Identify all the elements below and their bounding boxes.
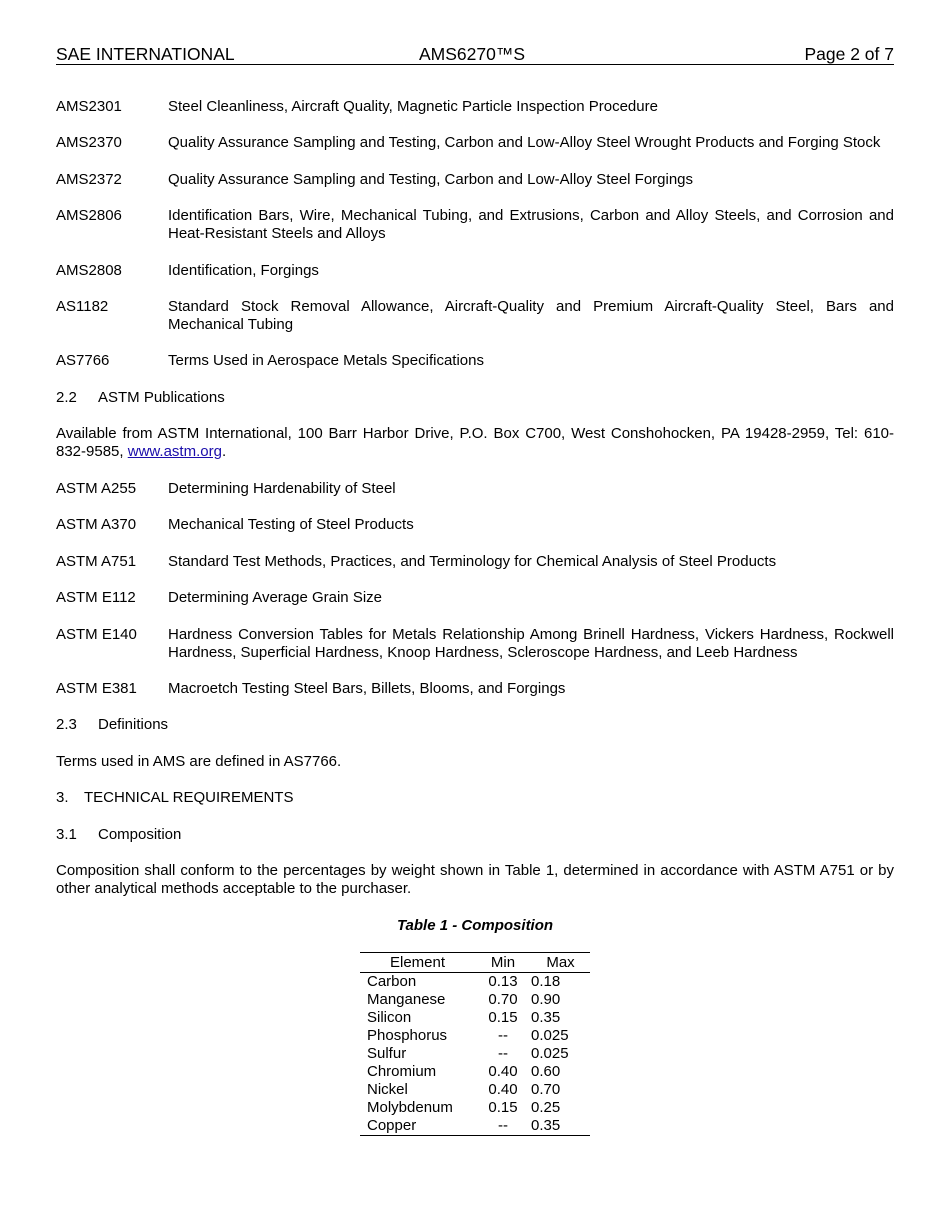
composition-table	[360, 952, 590, 1136]
cell-min: 0.15	[488, 1009, 518, 1026]
table-row	[360, 1045, 590, 1063]
cell-max: 0.70	[531, 1081, 561, 1098]
cell-element: Chromium	[367, 1063, 437, 1080]
reference-code: ASTM A751	[56, 553, 137, 570]
cell-element: Nickel	[367, 1081, 408, 1098]
reference-entry	[56, 171, 894, 189]
cell-element: Silicon	[367, 1009, 412, 1026]
reference-code: ASTM E140	[56, 626, 137, 643]
cell-max: 0.18	[531, 973, 561, 990]
cell-min: 0.13	[488, 973, 518, 990]
reference-title: Quality Assurance Sampling and Testing, Carbon and Low-Alloy Steel Forgings	[168, 171, 694, 188]
table-row	[360, 1117, 590, 1136]
reference-entry	[56, 480, 894, 498]
reference-title: Quality Assurance Sampling and Testing, Carbon and Low-Alloy Steel Wrought Products and Forging Stock	[168, 134, 881, 151]
reference-entry	[56, 98, 894, 116]
table-row	[360, 991, 590, 1009]
cell-element: Carbon	[367, 973, 417, 990]
reference-code: AMS2806	[56, 207, 122, 224]
column-header-max: Max	[546, 954, 575, 971]
reference-title: Standard Stock Removal Allowance, Aircraft-Quality and Premium Aircraft-Quality Steel, Bars and Mechanical Tubing	[168, 298, 894, 333]
section-title: TECHNICAL REQUIREMENTS	[84, 789, 294, 806]
cell-element: Copper	[367, 1117, 417, 1134]
table-title: Table 1 - Composition	[396, 917, 554, 934]
column-header-element: Element	[389, 954, 446, 971]
reference-code: ASTM A370	[56, 516, 137, 533]
reference-title: Macroetch Testing Steel Bars, Billets, Blooms, and Forgings	[168, 680, 566, 697]
cell-min: 0.15	[488, 1099, 518, 1116]
section-title: Composition	[98, 826, 182, 843]
reference-title: Determining Hardenability of Steel	[168, 480, 396, 497]
table-row	[360, 1027, 590, 1045]
table-row	[360, 1009, 590, 1027]
cell-max: 0.35	[531, 1117, 561, 1134]
section-heading-3	[56, 789, 293, 807]
composition-paragraph: Composition shall conform to the percentages by weight shown in Table 1, determined in accordance with ASTM A751 or by other analytical methods acceptable to the purchaser.	[56, 862, 894, 897]
reference-code: ASTM A255	[56, 480, 137, 497]
section-number: 2.3	[56, 716, 77, 733]
cell-min: 0.40	[488, 1081, 518, 1098]
reference-entry	[56, 516, 894, 534]
cell-min: 0.40	[488, 1063, 518, 1080]
reference-title: Mechanical Testing of Steel Products	[168, 516, 414, 533]
reference-code: AS1182	[56, 298, 109, 315]
reference-entry	[56, 553, 894, 571]
table-row	[360, 1099, 590, 1117]
section-heading-3-1	[56, 826, 181, 844]
table-header-row	[360, 953, 590, 973]
reference-entry	[56, 262, 894, 280]
section-number: 3.	[56, 789, 69, 806]
table-row	[360, 1063, 590, 1081]
reference-title: Determining Average Grain Size	[168, 589, 382, 606]
definitions-paragraph: Terms used in AMS are defined in AS7766.	[56, 753, 342, 770]
cell-min: --	[498, 1027, 508, 1044]
reference-code: ASTM E381	[56, 680, 137, 697]
reference-entry	[56, 352, 894, 370]
reference-title: Identification Bars, Wire, Mechanical Tubing, and Extrusions, Carbon and Alloy Steels, and Corrosion and Heat-Resistant Steels and Alloys	[168, 207, 894, 242]
cell-max: 0.25	[531, 1099, 561, 1116]
cell-element: Molybdenum	[367, 1099, 453, 1116]
section-title: Definitions	[98, 716, 169, 733]
section-heading-2-3	[56, 716, 168, 734]
cell-max: 0.60	[531, 1063, 561, 1080]
table-row	[360, 973, 590, 992]
cell-max: 0.90	[531, 991, 561, 1008]
availability-text-end: .	[221, 443, 227, 460]
astm-website-link[interactable]: www.astm.org	[127, 443, 222, 460]
cell-min: --	[498, 1117, 508, 1134]
cell-element: Phosphorus	[367, 1027, 448, 1044]
cell-max: 0.35	[531, 1009, 561, 1026]
header-org: SAE INTERNATIONAL	[56, 44, 235, 64]
reference-entry	[56, 134, 894, 152]
cell-element: Sulfur	[367, 1045, 407, 1062]
reference-entry	[56, 626, 894, 662]
reference-code: AMS2301	[56, 98, 122, 115]
section-number: 3.1	[56, 826, 77, 843]
section-heading-2-2	[56, 389, 225, 407]
reference-title: Hardness Conversion Tables for Metals Relationship Among Brinell Hardness, Vickers Hardness, Rockwell Hardness, Superficial Hardness, Knoop Hardness, Scleroscope Hardness, and Leeb Hardness	[168, 626, 894, 661]
cell-element: Manganese	[367, 991, 446, 1008]
reference-entry	[56, 298, 894, 334]
availability-text: Available from ASTM International, 100 Barr Harbor Drive, P.O. Box C700, West Conshohocken, PA 19428-2959, Tel: 610-832-9585,	[56, 425, 894, 460]
reference-title: Steel Cleanliness, Aircraft Quality, Magnetic Particle Inspection Procedure	[168, 98, 658, 115]
reference-title: Terms Used in Aerospace Metals Specifications	[168, 352, 484, 369]
reference-entry	[56, 207, 894, 243]
cell-min: 0.70	[488, 991, 518, 1008]
reference-code: AS7766	[56, 352, 110, 369]
reference-code: AMS2370	[56, 134, 122, 151]
reference-title: Identification, Forgings	[168, 262, 319, 279]
column-header-min: Min	[490, 954, 516, 971]
availability-paragraph	[56, 425, 894, 461]
header-page-number: Page 2 of 7	[804, 44, 894, 64]
reference-code: AMS2808	[56, 262, 122, 279]
reference-title: Standard Test Methods, Practices, and Terminology for Chemical Analysis of Steel Products	[168, 553, 777, 570]
table-row	[360, 1081, 590, 1099]
cell-min: --	[498, 1045, 508, 1062]
reference-entry	[56, 680, 894, 698]
reference-code: ASTM E112	[56, 589, 136, 606]
header-doc-number: AMS6270™S	[419, 44, 526, 64]
cell-max: 0.025	[531, 1045, 569, 1062]
cell-max: 0.025	[531, 1027, 569, 1044]
section-title: ASTM Publications	[98, 389, 225, 406]
page-header	[56, 44, 894, 65]
reference-entry	[56, 589, 894, 607]
reference-code: AMS2372	[56, 171, 122, 188]
section-number: 2.2	[56, 389, 77, 406]
